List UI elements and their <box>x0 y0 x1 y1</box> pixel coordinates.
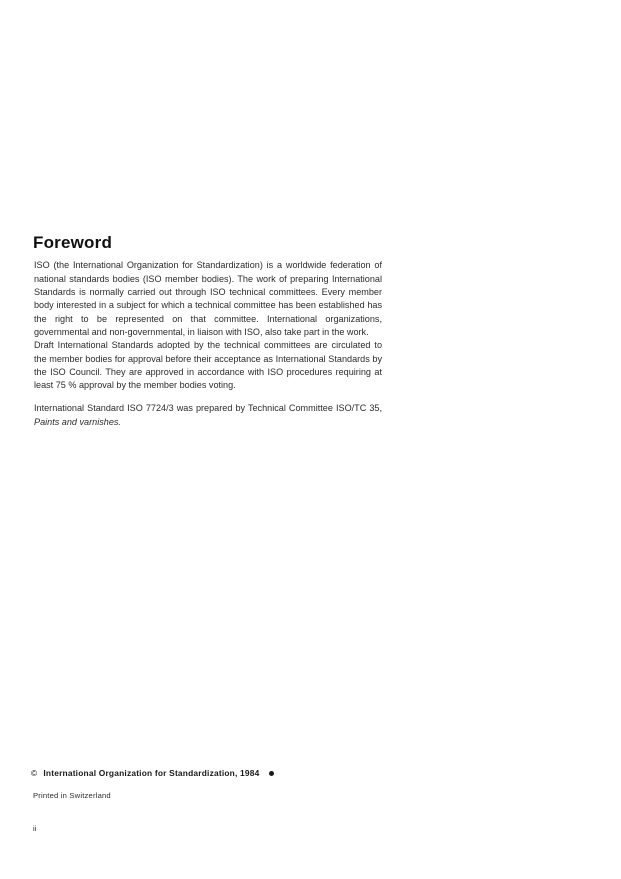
iso-dot-icon <box>269 771 274 776</box>
foreword-paragraph-1: ISO (the International Organization for Standardization) is a worldwide federation of national standards bodies (ISO member bodies). The work of preparing International Standards is normally carried out through ISO technical committees. Every member body interested in a subject for which a technical committee has been established has the right to be represented on that committee. International organizations, governmental and non-governmental, in liaison with ISO, also take part in the work. <box>34 260 382 338</box>
copyright-notice <box>31 768 274 778</box>
committee-title: Paints and varnishes. <box>34 416 121 427</box>
copyright-icon: © <box>31 768 38 778</box>
page-title: Foreword <box>33 233 113 253</box>
standard-reference-text: International Standard ISO 7724/3 was prepared by Technical Committee ISO/TC 35, <box>34 403 382 414</box>
page-number: ii <box>33 824 37 833</box>
foreword-paragraph-3 <box>34 402 382 429</box>
foreword-paragraph-2: Draft International Standards adopted by the technical committees are circulated to the member bodies for approval before their acceptance as International Standards by the ISO Council. They are approved in accordance with ISO procedures requiring at least 75 % approval by the member bodies voting. <box>34 340 382 391</box>
printed-in-text: Printed in Switzerland <box>33 791 111 800</box>
copyright-text: International Organization for Standardization, 1984 <box>43 768 260 778</box>
